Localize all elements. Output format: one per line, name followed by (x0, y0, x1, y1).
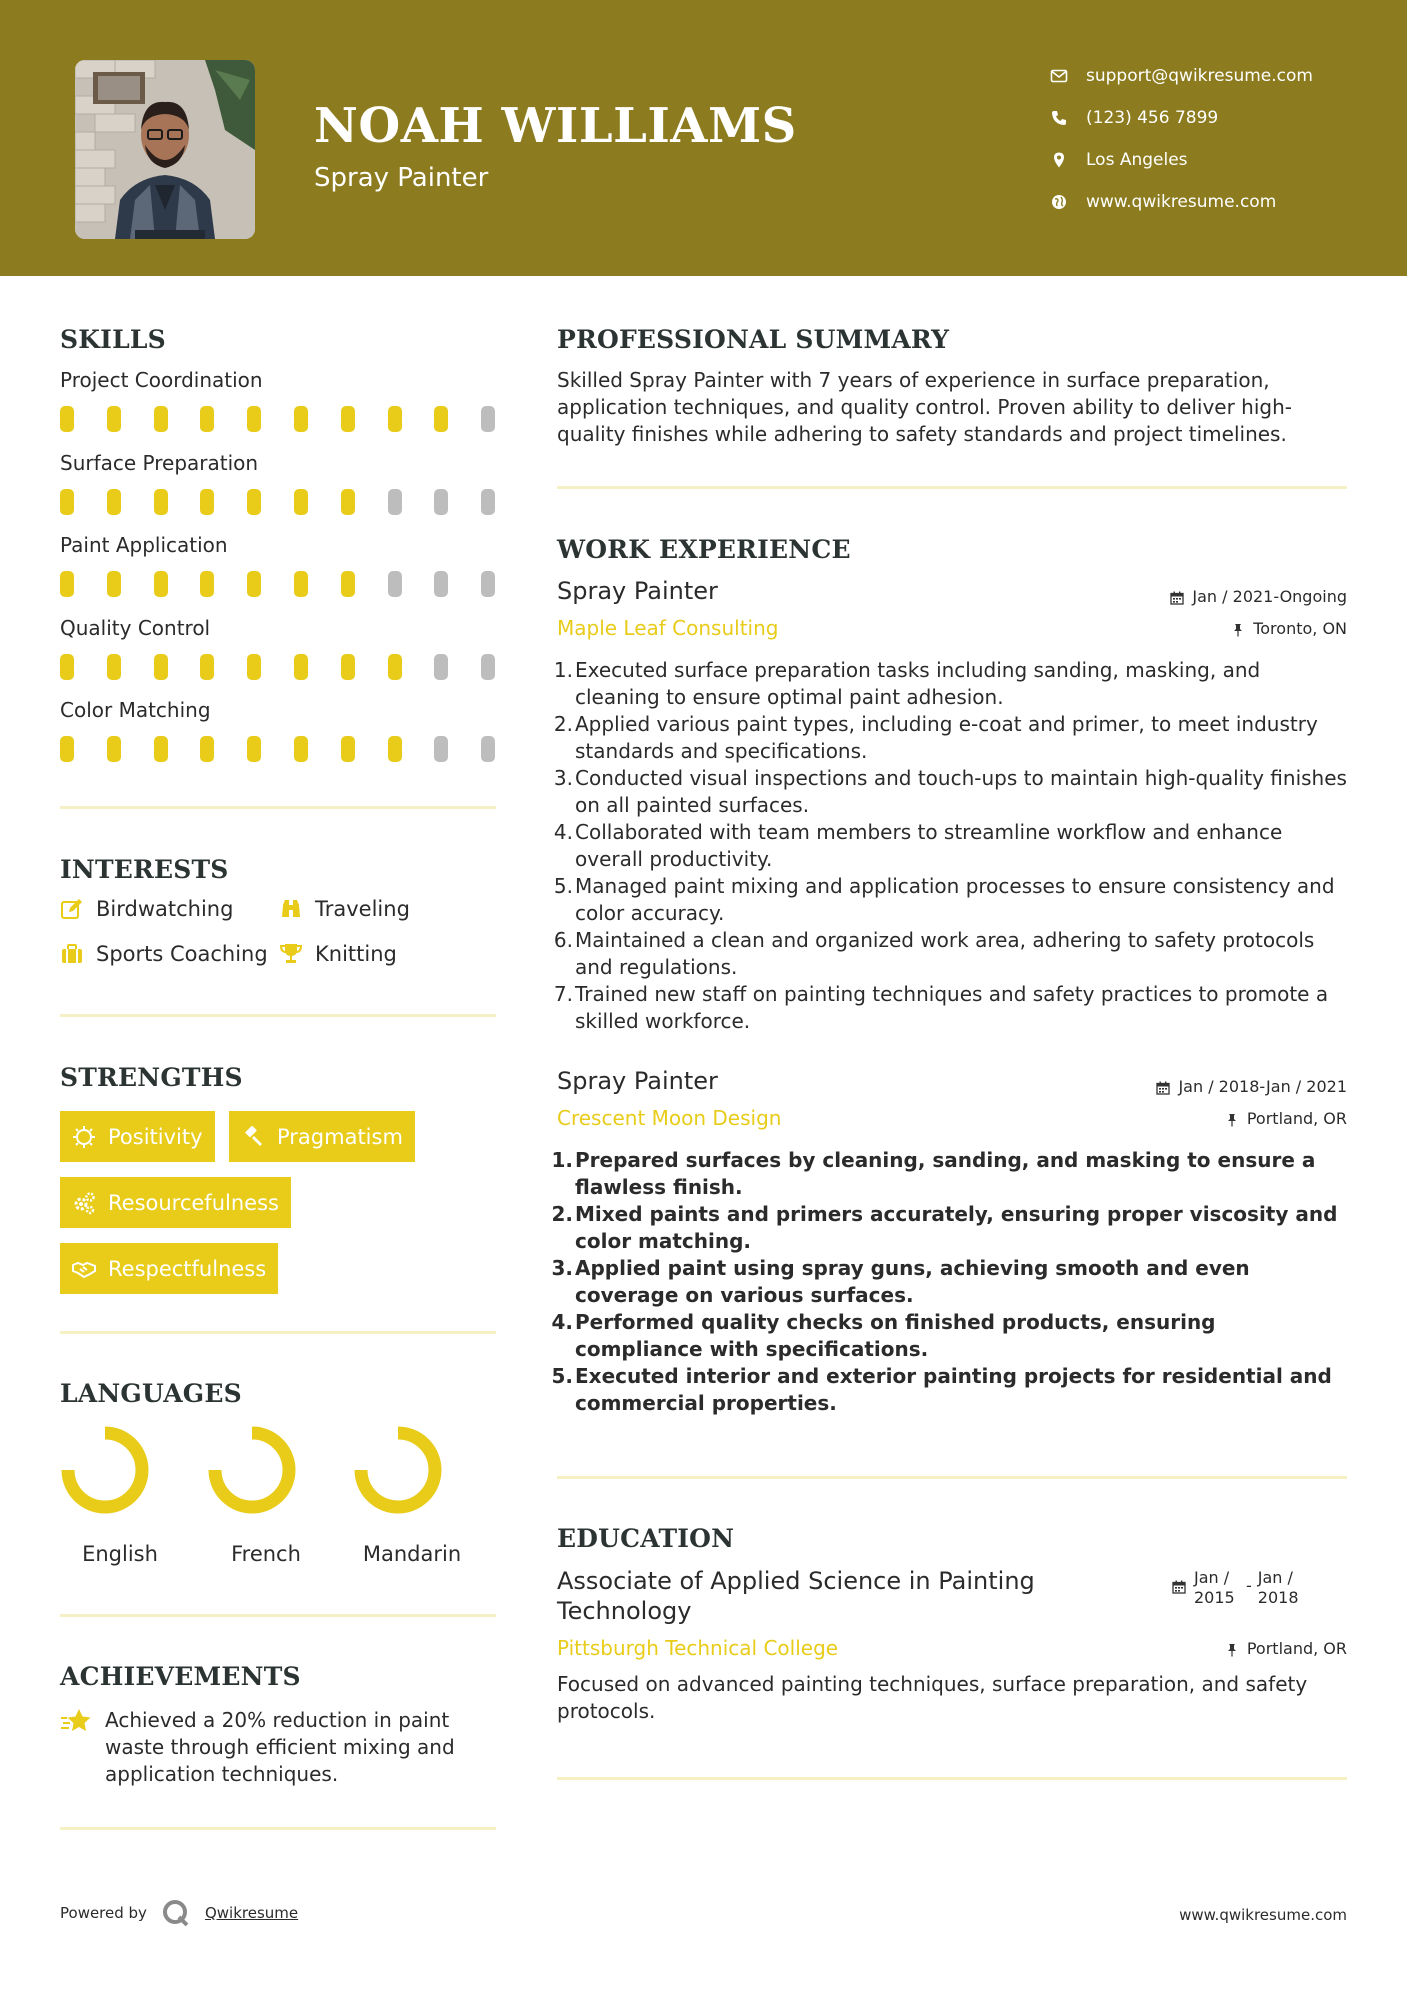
skill-pill-filled (341, 406, 355, 432)
job-location-text: Portland, OR (1246, 1109, 1347, 1128)
duty-item: 4. Collaborated with team members to streamline workflow and enhance overall productivity. (553, 820, 1283, 871)
trophy-icon (279, 942, 303, 966)
skill-pill-filled (341, 736, 355, 762)
skill-pill-filled (154, 654, 168, 680)
skill-rating (60, 571, 500, 597)
strength-label: Respectfulness (108, 1256, 267, 1281)
duty-item: 3. Conducted visual inspections and touch-ups to maintain high-quality finishes on all painted surfaces. (553, 766, 1347, 817)
skill-pill-filled (200, 736, 214, 762)
skill-pill-filled (107, 571, 121, 597)
skill-pill-filled (107, 406, 121, 432)
skill-rating (60, 489, 500, 515)
skill-pill-filled (388, 736, 402, 762)
job-location (1225, 1109, 1347, 1128)
skill-pill-filled (107, 489, 121, 515)
skill-pill-filled (294, 736, 308, 762)
skill-pill-filled (107, 654, 121, 680)
job-dates-text: Jan / 2021-Ongoing (1192, 587, 1347, 606)
pencil-square-icon (60, 897, 84, 921)
languages-heading: LANGUAGES (60, 1379, 242, 1408)
contact-email[interactable] (1050, 55, 1313, 97)
skill-pill-filled (341, 571, 355, 597)
section-divider (60, 1331, 496, 1334)
cogs-icon (72, 1191, 96, 1215)
skill-pill-empty (481, 406, 495, 432)
skill-pill-filled (200, 406, 214, 432)
strength-tag (229, 1111, 415, 1162)
education-dates (1172, 1568, 1304, 1608)
skill-pill-filled (154, 406, 168, 432)
skill-pill-filled (154, 736, 168, 762)
duty-text: Executed surface preparation tasks including sanding, masking, and cleaning to ensure optimal paint adhesion. (575, 658, 1261, 709)
briefcase-icon (60, 942, 84, 966)
skill-pill-filled (154, 489, 168, 515)
contact-phone-text: (123) 456 7899 (1086, 108, 1219, 128)
skill-pill-filled (200, 654, 214, 680)
strength-label: Positivity (108, 1124, 203, 1149)
skill-pill-filled (247, 571, 261, 597)
skill-pill-filled (200, 489, 214, 515)
achievement-text: Achieved a 20% reduction in paint waste through efficient mixing and application techniques. (105, 1708, 455, 1786)
skill-pill-empty (434, 571, 448, 597)
language-label: English (82, 1542, 158, 1566)
language-gauge (353, 1425, 473, 1525)
job-location (1231, 619, 1347, 638)
skill-pill-empty (434, 736, 448, 762)
interest-item (60, 942, 268, 966)
calendar-icon (1172, 1579, 1186, 1593)
school-name: Pittsburgh Technical College (557, 1636, 839, 1660)
skill-pill-empty (481, 571, 495, 597)
gavel-icon (241, 1125, 265, 1149)
strength-tag (60, 1243, 278, 1294)
date-separator: - (1246, 1576, 1252, 1595)
qwikresume-logo-icon (161, 1898, 191, 1928)
duty-item: 5. Executed interior and exterior painting projects for residential and commercial properties. (551, 1364, 1332, 1415)
footer-powered-by (60, 1898, 298, 1928)
education-location (1225, 1639, 1347, 1658)
duty-item: 2. Mixed paints and primers accurately, ensuring proper viscosity and color matching. (551, 1202, 1338, 1253)
achievements-heading: ACHIEVEMENTS (60, 1662, 301, 1691)
envelope-icon (1050, 67, 1068, 85)
pushpin-icon (1225, 1112, 1239, 1126)
duty-text: Trained new staff on painting techniques and safety practices to promote a skilled workforce. (575, 982, 1329, 1033)
pushpin-icon (1225, 1642, 1239, 1656)
education-end-date: Jan / 2018 (1257, 1568, 1299, 1607)
duty-text: Conducted visual inspections and touch-ups to maintain high-quality finishes on all painted surfaces. (575, 766, 1347, 817)
company-name: Crescent Moon Design (557, 1106, 782, 1130)
education-start-date: Jan / 2015 (1194, 1568, 1235, 1607)
skill-pill-filled (247, 406, 261, 432)
language-gauge (207, 1425, 327, 1525)
skill-pill-filled (247, 654, 261, 680)
duty-text: Performed quality checks on finished products, ensuring compliance with specifications. (575, 1310, 1216, 1361)
interest-item (60, 897, 233, 921)
interest-label: Knitting (315, 942, 397, 966)
star-icon (60, 1707, 92, 1735)
duty-item: 4. Performed quality checks on finished products, ensuring compliance with specifications. (551, 1310, 1216, 1361)
language-gauge-arc (215, 1433, 289, 1507)
duty-item: 1. Prepared surfaces by cleaning, sanding, and masking to ensure a flawless finish. (551, 1148, 1316, 1199)
summary-text: Skilled Spray Painter with 7 years of experience in surface preparation, application techniques, and quality control. Proven ability to deliver high-quality finishes while adhering to safety standards and project timelines. (557, 368, 1292, 446)
skills-heading: SKILLS (60, 325, 166, 354)
calendar-icon (1156, 1080, 1170, 1094)
skill-label: Quality Control (60, 616, 211, 640)
skill-pill-filled (341, 654, 355, 680)
interest-item (279, 897, 410, 921)
duty-text: Executed interior and exterior painting projects for residential and commercial properties. (575, 1364, 1332, 1415)
skill-rating (60, 654, 500, 680)
experience-heading: WORK EXPERIENCE (557, 535, 851, 564)
skill-pill-filled (60, 571, 74, 597)
duty-item: 3. Applied paint using spray guns, achieving smooth and even coverage on various surfaces. (551, 1256, 1250, 1307)
skill-label: Color Matching (60, 698, 211, 722)
duty-text: Applied paint using spray guns, achieving smooth and even coverage on various surfaces. (575, 1256, 1250, 1307)
binoculars-icon (279, 897, 303, 921)
section-divider (557, 1777, 1347, 1780)
skill-pill-filled (294, 571, 308, 597)
section-divider (60, 1014, 496, 1017)
skill-pill-empty (434, 489, 448, 515)
job-dates (1170, 587, 1347, 606)
language-label: Mandarin (362, 1542, 462, 1566)
qwikresume-link[interactable]: Qwikresume (204, 1904, 299, 1922)
section-divider (60, 806, 496, 809)
calendar-icon (1170, 590, 1184, 604)
degree-title: Associate of Applied Science in Painting Technology (557, 1567, 1035, 1625)
skill-pill-empty (388, 571, 402, 597)
resume-header (0, 0, 1407, 276)
strengths-heading: STRENGTHS (60, 1063, 243, 1092)
interest-label: Sports Coaching (96, 942, 268, 966)
skill-pill-filled (60, 654, 74, 680)
language-gauge-arc (361, 1433, 435, 1507)
summary-heading: PROFESSIONAL SUMMARY (557, 325, 950, 354)
duty-item: 1. Executed surface preparation tasks including sanding, masking, and cleaning to ensure optimal paint adhesion. (553, 658, 1261, 709)
education-heading: EDUCATION (557, 1524, 735, 1553)
map-pin-icon (1050, 151, 1068, 169)
job-dates-text: Jan / 2018-Jan / 2021 (1178, 1077, 1347, 1096)
skill-rating (60, 406, 500, 432)
skill-pill-filled (60, 736, 74, 762)
skill-pill-filled (60, 406, 74, 432)
contact-phone[interactable] (1050, 97, 1313, 139)
skill-label: Project Coordination (60, 368, 263, 392)
skill-pill-filled (154, 571, 168, 597)
skill-pill-filled (294, 654, 308, 680)
contact-location (1050, 139, 1313, 181)
duty-item: 6. Maintained a clean and organized work area, adhering to safety protocols and regulations. (553, 928, 1315, 979)
job-dates (1156, 1077, 1347, 1096)
contact-website-text: www.qwikresume.com (1086, 192, 1277, 212)
interests-heading: INTERESTS (60, 855, 229, 884)
skill-pill-empty (434, 654, 448, 680)
duty-list (553, 657, 1347, 1035)
skill-pill-filled (294, 406, 308, 432)
duty-text: Maintained a clean and organized work area, adhering to safety protocols and regulations. (575, 928, 1315, 979)
job-title: Spray Painter (557, 1067, 718, 1095)
footer-website[interactable]: www.qwikresume.com (1179, 1906, 1347, 1924)
strength-label: Resourcefulness (108, 1190, 279, 1215)
skill-pill-empty (481, 489, 495, 515)
skill-pill-empty (481, 654, 495, 680)
duty-text: Collaborated with team members to streamline workflow and enhance overall productivity. (575, 820, 1283, 871)
skill-pill-filled (294, 489, 308, 515)
profile-photo (75, 60, 255, 239)
candidate-name: NOAH WILLIAMS (314, 98, 797, 154)
skill-pill-filled (388, 406, 402, 432)
skill-pill-filled (200, 571, 214, 597)
skill-pill-filled (247, 736, 261, 762)
skill-label: Paint Application (60, 533, 228, 557)
duty-item: 7. Trained new staff on painting techniques and safety practices to promote a skilled workforce. (553, 982, 1329, 1033)
skill-rating (60, 736, 500, 762)
education-description: Focused on advanced painting techniques, surface preparation, and safety protocols. (557, 1672, 1308, 1723)
skill-pill-filled (341, 489, 355, 515)
strength-tag (60, 1111, 215, 1162)
duty-list (551, 1147, 1347, 1417)
candidate-role: Spray Painter (314, 163, 489, 193)
achievement-item (60, 1707, 480, 1788)
language-gauge-arc (68, 1433, 142, 1507)
section-divider (557, 1476, 1347, 1479)
contact-list (1050, 55, 1313, 223)
skill-pill-empty (388, 489, 402, 515)
duty-item: 5. Managed paint mixing and application processes to ensure consistency and color accuracy. (553, 874, 1335, 925)
contact-email-text: support@qwikresume.com (1086, 66, 1313, 86)
skill-pill-filled (60, 489, 74, 515)
powered-by-text: Powered by (60, 1904, 147, 1922)
skill-pill-filled (247, 489, 261, 515)
duty-text: Prepared surfaces by cleaning, sanding, and masking to ensure a flawless finish. (575, 1148, 1316, 1199)
duty-text: Mixed paints and primers accurately, ensuring proper viscosity and color matching. (575, 1202, 1338, 1253)
strength-label: Pragmatism (277, 1124, 403, 1149)
skill-pill-filled (434, 406, 448, 432)
skill-pill-empty (481, 736, 495, 762)
language-gauge (60, 1425, 180, 1525)
section-divider (60, 1614, 496, 1617)
interest-label: Traveling (315, 897, 410, 921)
globe-icon (1050, 193, 1068, 211)
sun-icon (72, 1125, 96, 1149)
job-location-text: Toronto, ON (1253, 619, 1347, 638)
phone-icon (1050, 109, 1068, 127)
duty-text: Applied various paint types, including e-coat and primer, to meet industry standards and specifications. (575, 712, 1318, 763)
section-divider (60, 1827, 496, 1830)
language-label: French (231, 1542, 301, 1566)
strength-tag (60, 1177, 291, 1228)
interest-item (279, 942, 397, 966)
handshake-icon (72, 1257, 96, 1281)
duty-item: 2. Applied various paint types, including e-coat and primer, to meet industry standards and specifications. (553, 712, 1318, 763)
education-location-text: Portland, OR (1246, 1639, 1347, 1658)
contact-website[interactable] (1050, 181, 1313, 223)
contact-location-text: Los Angeles (1086, 150, 1188, 170)
company-name: Maple Leaf Consulting (557, 616, 779, 640)
skill-pill-filled (388, 654, 402, 680)
skill-pill-filled (107, 736, 121, 762)
pushpin-icon (1231, 622, 1245, 636)
section-divider (557, 486, 1347, 489)
interest-label: Birdwatching (96, 897, 234, 921)
skill-label: Surface Preparation (60, 451, 259, 475)
job-title: Spray Painter (557, 577, 718, 605)
duty-text: Managed paint mixing and application processes to ensure consistency and color accuracy. (575, 874, 1335, 925)
